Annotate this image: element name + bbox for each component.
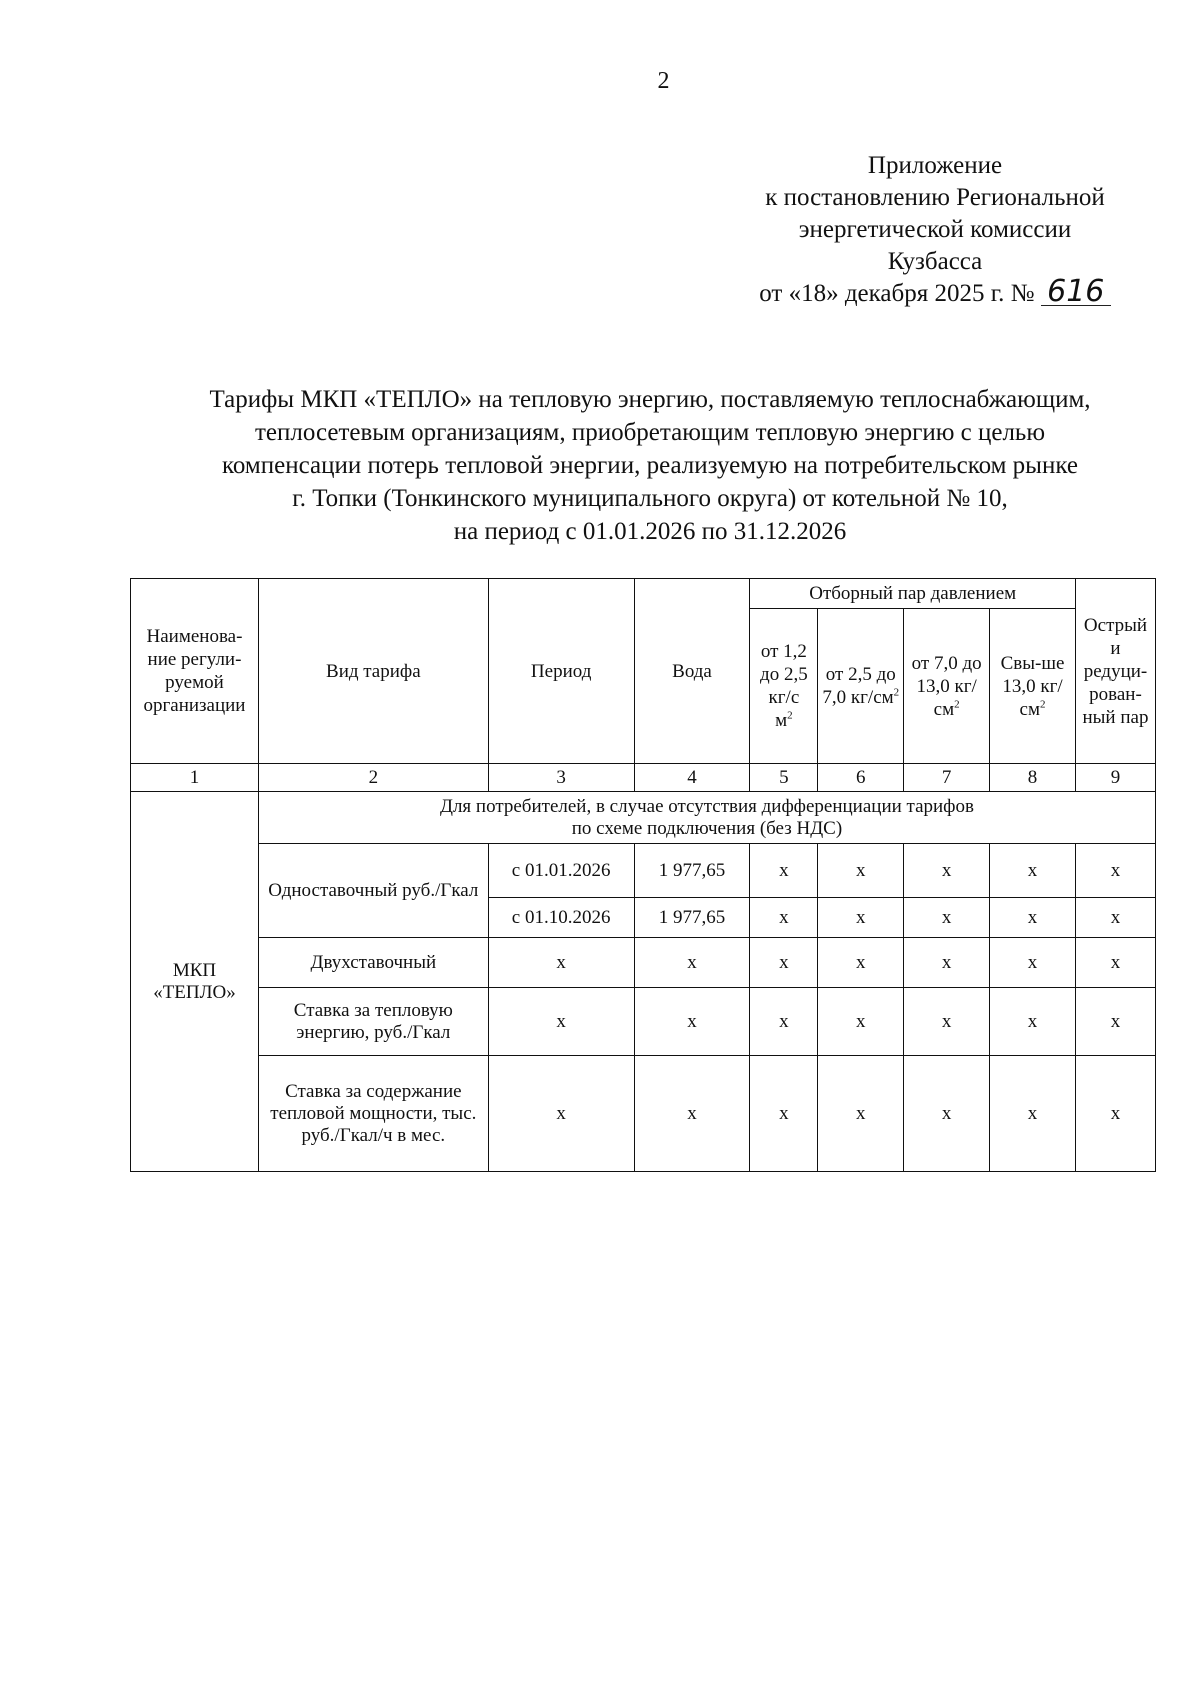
document-title — [110, 383, 1190, 548]
section-title-line: Для потребителей, в случае отсутствия дифференциации тарифов — [439, 795, 974, 817]
column-number: 5 — [750, 764, 818, 792]
sharp-steam-cell: x — [1075, 898, 1155, 938]
superscript: 2 — [787, 709, 793, 722]
sharp-steam-cell: x — [1075, 844, 1155, 898]
tariff-table — [130, 578, 1156, 1172]
appendix-block — [700, 150, 1170, 310]
steam-1-cell: x — [750, 1056, 818, 1172]
period-cell: x — [488, 1056, 634, 1172]
page-number: 2 — [657, 68, 670, 94]
appendix-line: энергетической комиссии — [798, 216, 1072, 243]
sharp-steam-cell: x — [1075, 988, 1155, 1056]
sharp-steam-cell: x — [1075, 938, 1155, 988]
superscript: 2 — [893, 686, 900, 699]
water-cell: x — [634, 938, 750, 988]
tariff-label: Ставка за содержание тепловой мощности, тыс. руб./Гкал/ч в мес. — [258, 1056, 488, 1172]
column-number: 3 — [488, 764, 634, 792]
section-title — [258, 792, 1155, 844]
steam-2-cell: x — [818, 844, 904, 898]
header-steam-1-tail: м — [775, 710, 788, 731]
tariff-label: Двухставочный — [258, 938, 488, 988]
header-steam-3 — [904, 609, 990, 764]
header-tariff-type: Вид тарифа — [258, 579, 488, 764]
section-title-line: по схеме подключения (без НДС) — [571, 817, 843, 839]
header-steam-4-text: Свы-ше 13,0 кг/см — [1000, 652, 1065, 720]
column-number: 7 — [904, 764, 990, 792]
header-period: Период — [488, 579, 634, 764]
steam-2-cell: x — [818, 1056, 904, 1172]
column-number: 1 — [131, 764, 259, 792]
superscript: 2 — [954, 698, 960, 711]
superscript: 2 — [1040, 698, 1046, 711]
period-cell: с 01.10.2026 — [488, 898, 634, 938]
period-cell: x — [488, 938, 634, 988]
steam-1-cell: x — [750, 988, 818, 1056]
column-number: 9 — [1075, 764, 1155, 792]
steam-3-cell: x — [904, 844, 990, 898]
steam-3-cell: x — [904, 898, 990, 938]
title-line: Тарифы МКП «ТЕПЛО» на тепловую энергию, поставляемую теплоснабжающим, — [209, 386, 1091, 413]
column-number-row — [131, 764, 1156, 792]
steam-2-cell: x — [818, 898, 904, 938]
title-line: г. Топки (Тонкинского муниципального округа) от котельной № 10, — [292, 485, 1008, 512]
title-line: теплосетевым организациям, приобретающим тепловую энергию с целью — [254, 419, 1045, 446]
steam-4-cell: x — [990, 898, 1076, 938]
steam-3-cell: x — [904, 988, 990, 1056]
table-row — [131, 1056, 1156, 1172]
header-steam-1-text: от 1,2 до 2,5 кг/с — [760, 641, 808, 708]
column-number: 4 — [634, 764, 750, 792]
table-row — [131, 844, 1156, 898]
header-steam-4 — [990, 609, 1076, 764]
steam-4-cell: x — [990, 844, 1076, 898]
appendix-line: Приложение — [867, 152, 1003, 179]
header-water: Вода — [634, 579, 750, 764]
appendix-date-line — [700, 274, 1170, 310]
header-sharp-steam: Острый и редуци-рован-ный пар — [1075, 579, 1155, 764]
steam-4-cell: x — [990, 988, 1076, 1056]
title-line: компенсации потерь тепловой энергии, реализуемую на потребительском рынке — [222, 452, 1078, 479]
header-steam-2 — [818, 609, 904, 764]
water-cell: 1 977,65 — [634, 844, 750, 898]
column-number: 6 — [818, 764, 904, 792]
table-row — [131, 938, 1156, 988]
steam-2-cell: x — [818, 938, 904, 988]
period-cell: с 01.01.2026 — [488, 844, 634, 898]
header-steam-group: Отборный пар давлением — [750, 579, 1076, 609]
decree-number-handwritten: 616 — [1041, 279, 1111, 306]
steam-3-cell: x — [904, 938, 990, 988]
steam-3-cell: x — [904, 1056, 990, 1172]
column-number: 2 — [258, 764, 488, 792]
appendix-line: к постановлению Региональной — [765, 184, 1105, 211]
appendix-date-text: от «18» декабря 2025 г. № — [759, 280, 1035, 307]
steam-1-cell: x — [750, 898, 818, 938]
steam-2-cell: x — [818, 988, 904, 1056]
header-organization: Наименова-ние регули-руемой организации — [131, 579, 259, 764]
header-steam-2-text: от 2,5 до 7,0 кг/см — [822, 664, 896, 708]
water-cell: x — [634, 988, 750, 1056]
table-row — [131, 988, 1156, 1056]
period-cell: x — [488, 988, 634, 1056]
steam-1-cell: x — [750, 844, 818, 898]
appendix-line: Кузбасса — [887, 248, 983, 275]
organization-cell: МКП «ТЕПЛО» — [131, 792, 259, 1172]
sharp-steam-cell: x — [1075, 1056, 1155, 1172]
header-steam-1 — [750, 609, 818, 764]
title-line: на период с 01.01.2026 по 31.12.2026 — [453, 518, 847, 545]
column-number: 8 — [990, 764, 1076, 792]
water-cell: 1 977,65 — [634, 898, 750, 938]
single-rate-label: Одноставочный руб./Гкал — [258, 844, 488, 938]
water-cell: x — [634, 1056, 750, 1172]
steam-4-cell: x — [990, 1056, 1076, 1172]
steam-4-cell: x — [990, 938, 1076, 988]
steam-1-cell: x — [750, 938, 818, 988]
tariff-label: Ставка за тепловую энергию, руб./Гкал — [258, 988, 488, 1056]
header-steam-3-text: от 7,0 до 13,0 кг/см — [911, 652, 982, 720]
